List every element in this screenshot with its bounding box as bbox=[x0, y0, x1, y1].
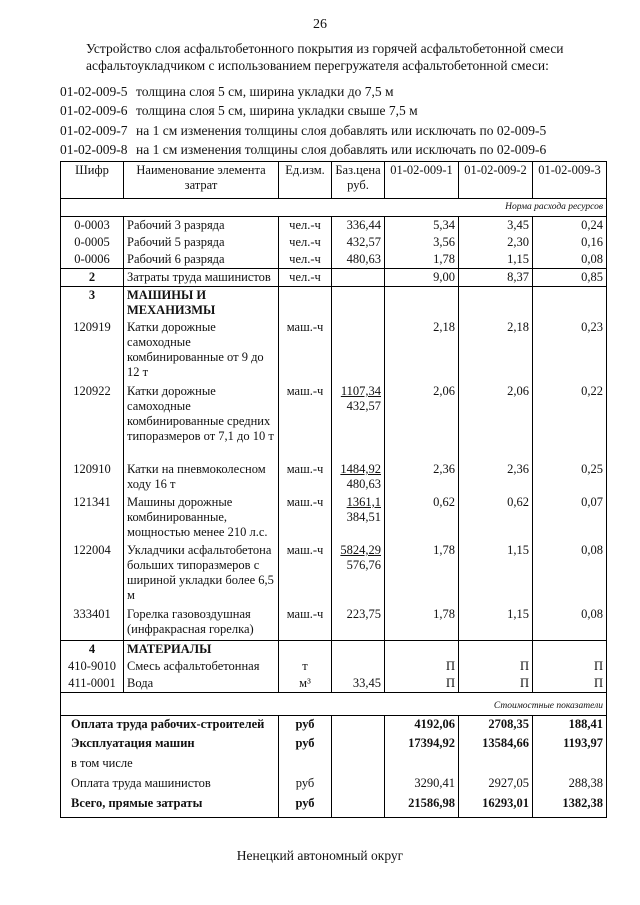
section-code: 3 bbox=[61, 287, 124, 320]
summary-value-2: 2927,05 bbox=[459, 775, 533, 795]
row-value-1: 1,78 bbox=[385, 606, 459, 640]
row-price bbox=[332, 383, 385, 461]
summary-value-3: 1382,38 bbox=[533, 795, 607, 817]
table-header bbox=[61, 162, 607, 199]
summary-row bbox=[61, 755, 607, 775]
section-title: МАШИНЫ И МЕХАНИЗМЫ bbox=[124, 287, 279, 320]
row-value-2: 2,36 bbox=[459, 461, 533, 494]
table-row bbox=[61, 251, 607, 269]
price-primary: 5824,29 bbox=[340, 543, 381, 557]
table-row bbox=[61, 383, 607, 461]
row-value-1: 1,78 bbox=[385, 251, 459, 269]
row-value-1: 2,06 bbox=[385, 383, 459, 461]
variant-item bbox=[60, 82, 620, 102]
summary-row bbox=[61, 735, 607, 755]
row-unit: чел.-ч bbox=[279, 217, 332, 235]
price-primary: 1484,92 bbox=[340, 462, 381, 476]
header-name: Наименование элемента затрат bbox=[124, 162, 279, 199]
row-name: Вода bbox=[124, 675, 279, 693]
row-unit: маш.-ч bbox=[279, 606, 332, 640]
row-code: 120922 bbox=[61, 383, 124, 461]
cost-label-row bbox=[61, 692, 607, 715]
summary-unit: руб bbox=[279, 735, 332, 755]
header-price: Баз.цена руб. bbox=[332, 162, 385, 199]
table-row bbox=[61, 542, 607, 606]
row-value-2: 8,37 bbox=[459, 269, 533, 287]
row-unit: маш.-ч bbox=[279, 542, 332, 606]
summary-value-1: 3290,41 bbox=[385, 775, 459, 795]
header-unit: Ед.изм. bbox=[279, 162, 332, 199]
row-code: 121341 bbox=[61, 494, 124, 542]
table-row bbox=[61, 461, 607, 494]
row-unit: чел.-ч bbox=[279, 251, 332, 269]
row-name: Горелка газовоздушная (инфракрасная горелка) bbox=[124, 606, 279, 640]
row-price: 223,75 bbox=[332, 606, 385, 640]
row-name: Рабочий 3 разряда bbox=[124, 217, 279, 235]
norm-label-row bbox=[61, 199, 607, 217]
norm-label: Норма расхода ресурсов bbox=[61, 199, 607, 217]
row-value-3: 0,16 bbox=[533, 234, 607, 251]
row-value-3: 0,08 bbox=[533, 251, 607, 269]
summary-name: Оплата труда машинистов bbox=[61, 775, 279, 795]
row-code: 0-0006 bbox=[61, 251, 124, 269]
price-secondary: 576,76 bbox=[346, 558, 381, 572]
header-col2: 01-02-009-2 bbox=[459, 162, 533, 199]
row-code: 2 bbox=[61, 269, 124, 287]
summary-value-1: 21586,98 bbox=[385, 795, 459, 817]
summary-row bbox=[61, 775, 607, 795]
row-code: 333401 bbox=[61, 606, 124, 640]
row-value-2: 0,62 bbox=[459, 494, 533, 542]
row-name: Затраты труда машинистов bbox=[124, 269, 279, 287]
table-row bbox=[61, 217, 607, 235]
table-row bbox=[61, 319, 607, 383]
row-unit: чел.-ч bbox=[279, 234, 332, 251]
table-row bbox=[61, 658, 607, 675]
row-unit: т bbox=[279, 658, 332, 675]
variant-text: на 1 см изменения толщины слоя добавлять или исключать по 02-009-6 bbox=[136, 142, 547, 158]
row-name: Рабочий 6 разряда bbox=[124, 251, 279, 269]
row-value-3: П bbox=[533, 675, 607, 693]
section-row-materials bbox=[61, 640, 607, 658]
table-intro: Устройство слоя асфальтобетонного покрытия из горячей асфальтобетонной смеси асфальтоукладчиком с использованием перегружателя асфальтобетонной смеси: bbox=[86, 41, 564, 73]
row-value-2: 3,45 bbox=[459, 217, 533, 235]
header-code: Шифр bbox=[61, 162, 124, 199]
table-row bbox=[61, 606, 607, 640]
summary-row bbox=[61, 715, 607, 735]
row-price bbox=[332, 658, 385, 675]
price-secondary: 480,63 bbox=[346, 477, 381, 491]
summary-value-2: 16293,01 bbox=[459, 795, 533, 817]
row-code: 120919 bbox=[61, 319, 124, 383]
row-value-2: П bbox=[459, 675, 533, 693]
row-unit: маш.-ч bbox=[279, 494, 332, 542]
row-name: Машины дорожные комбинированные, мощностью менее 210 л.с. bbox=[124, 494, 279, 542]
summary-value-2: 13584,66 bbox=[459, 735, 533, 755]
row-value-2: 1,15 bbox=[459, 251, 533, 269]
row-value-3: 0,23 bbox=[533, 319, 607, 383]
summary-unit bbox=[279, 755, 332, 775]
summary-unit: руб bbox=[279, 775, 332, 795]
row-value-2: 2,18 bbox=[459, 319, 533, 383]
row-price: 432,57 bbox=[332, 234, 385, 251]
row-value-2: 2,06 bbox=[459, 383, 533, 461]
row-value-1: 3,56 bbox=[385, 234, 459, 251]
row-value-3: 0,08 bbox=[533, 542, 607, 606]
summary-value-3: 188,41 bbox=[533, 715, 607, 735]
summary-value-3: 288,38 bbox=[533, 775, 607, 795]
row-price: 480,63 bbox=[332, 251, 385, 269]
row-unit: маш.-ч bbox=[279, 319, 332, 383]
table-row bbox=[61, 494, 607, 542]
row-value-2: 2,30 bbox=[459, 234, 533, 251]
row-value-3: 0,07 bbox=[533, 494, 607, 542]
section-title: МАТЕРИАЛЫ bbox=[124, 640, 279, 658]
row-value-3: 0,08 bbox=[533, 606, 607, 640]
header-col3: 01-02-009-3 bbox=[533, 162, 607, 199]
row-name: Катки дорожные самоходные комбинированные от 9 до 12 т bbox=[124, 319, 279, 383]
row-unit: маш.-ч bbox=[279, 383, 332, 461]
row-code: 0-0003 bbox=[61, 217, 124, 235]
table-row bbox=[61, 675, 607, 693]
summary-unit: руб bbox=[279, 795, 332, 817]
row-value-1: 0,62 bbox=[385, 494, 459, 542]
row-code: 0-0005 bbox=[61, 234, 124, 251]
row-value-1: П bbox=[385, 675, 459, 693]
row-value-3: П bbox=[533, 658, 607, 675]
page-number: 26 bbox=[313, 17, 327, 32]
row-code: 120910 bbox=[61, 461, 124, 494]
summary-value-3: 1193,97 bbox=[533, 735, 607, 755]
section-code: 4 bbox=[61, 640, 124, 658]
row-value-1: 5,34 bbox=[385, 217, 459, 235]
row-price bbox=[332, 542, 385, 606]
row-value-3: 0,25 bbox=[533, 461, 607, 494]
price-primary: 1361,1 bbox=[346, 495, 381, 509]
row-price bbox=[332, 319, 385, 383]
price-secondary: 432,57 bbox=[346, 399, 381, 413]
row-price bbox=[332, 461, 385, 494]
row-value-2: 1,15 bbox=[459, 606, 533, 640]
summary-unit: руб bbox=[279, 715, 332, 735]
summary-value-1: 17394,92 bbox=[385, 735, 459, 755]
variant-list bbox=[60, 82, 620, 160]
summary-name: Эксплуатация машин bbox=[61, 735, 279, 755]
price-secondary: 384,51 bbox=[346, 510, 381, 524]
row-value-2: П bbox=[459, 658, 533, 675]
summary-value-1 bbox=[385, 755, 459, 775]
row-price bbox=[332, 269, 385, 287]
summary-name: Оплата труда рабочих-строителей bbox=[61, 715, 279, 735]
summary-value-3 bbox=[533, 755, 607, 775]
summary-value-2: 2708,35 bbox=[459, 715, 533, 735]
row-value-3: 0,85 bbox=[533, 269, 607, 287]
price-primary: 1107,34 bbox=[340, 384, 381, 398]
variant-text: толщина слоя 5 см, ширина укладки свыше 7,5 м bbox=[136, 103, 418, 119]
summary-name: в том числе bbox=[61, 755, 279, 775]
row-value-3: 0,24 bbox=[533, 217, 607, 235]
row-name: Катки дорожные самоходные комбинированные средних типоразмеров от 7,1 до 10 т bbox=[124, 383, 279, 461]
variant-text: толщина слоя 5 см, ширина укладки до 7,5 м bbox=[136, 83, 394, 99]
row-unit: маш.-ч bbox=[279, 461, 332, 494]
variant-code: 01-02-009-5 bbox=[60, 83, 128, 99]
row-price bbox=[332, 494, 385, 542]
page-footer: Ненецкий автономный округ bbox=[236, 848, 404, 863]
cost-label: Стоимостные показатели bbox=[61, 692, 607, 715]
row-value-1: 2,36 bbox=[385, 461, 459, 494]
row-name: Катки на пневмоколесном ходу 16 т bbox=[124, 461, 279, 494]
variant-item bbox=[60, 141, 620, 161]
row-value-2: 1,15 bbox=[459, 542, 533, 606]
row-value-1: 1,78 bbox=[385, 542, 459, 606]
row-unit: чел.-ч bbox=[279, 269, 332, 287]
row-name: Рабочий 5 разряда bbox=[124, 234, 279, 251]
table-row bbox=[61, 234, 607, 251]
variant-code: 01-02-009-6 bbox=[60, 103, 128, 119]
summary-value-2 bbox=[459, 755, 533, 775]
section-row-machines bbox=[61, 287, 607, 320]
variant-code: 01-02-009-8 bbox=[60, 142, 128, 158]
row-value-1: 9,00 bbox=[385, 269, 459, 287]
row-value-1: 2,18 bbox=[385, 319, 459, 383]
row-code: 410-9010 bbox=[61, 658, 124, 675]
row-price: 33,45 bbox=[332, 675, 385, 693]
row-code: 411-0001 bbox=[61, 675, 124, 693]
row-name: Смесь асфальтобетонная bbox=[124, 658, 279, 675]
row-name: Укладчики асфальтобетона больших типоразмеров с шириной укладки более 6,5 м bbox=[124, 542, 279, 606]
row-value-3: 0,22 bbox=[533, 383, 607, 461]
variant-text: на 1 см изменения толщины слоя добавлять или исключать по 02-009-5 bbox=[136, 122, 547, 138]
row-code: 122004 bbox=[61, 542, 124, 606]
variant-code: 01-02-009-7 bbox=[60, 122, 128, 138]
row-unit: м³ bbox=[279, 675, 332, 693]
table-row-operators bbox=[61, 269, 607, 287]
summary-name: Всего, прямые затраты bbox=[61, 795, 279, 817]
row-price: 336,44 bbox=[332, 217, 385, 235]
header-col1: 01-02-009-1 bbox=[385, 162, 459, 199]
summary-value-1: 4192,06 bbox=[385, 715, 459, 735]
variant-item bbox=[60, 121, 620, 141]
row-value-1: П bbox=[385, 658, 459, 675]
summary-row bbox=[61, 795, 607, 817]
variant-item bbox=[60, 102, 620, 122]
resource-table bbox=[60, 161, 607, 818]
